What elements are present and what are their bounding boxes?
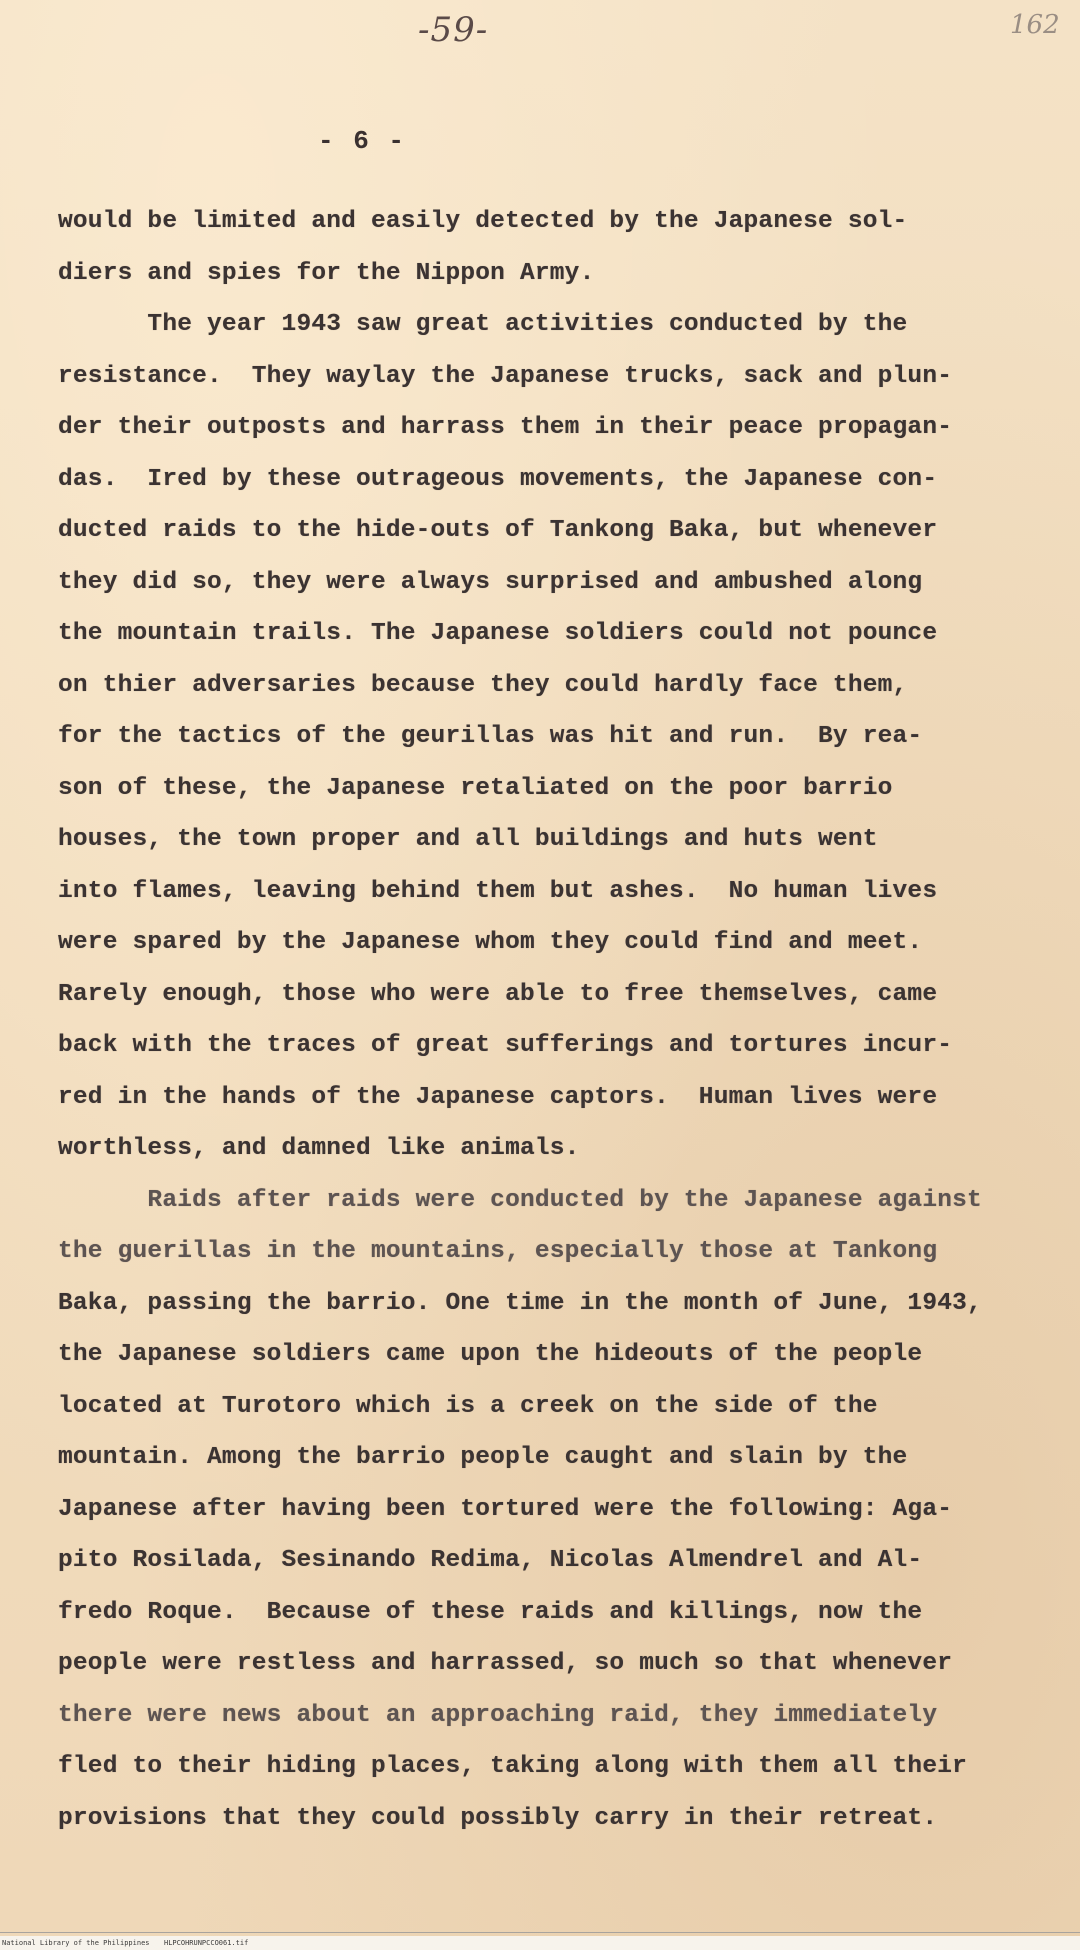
text-line: fredo Roque. Because of these raids and killings, now the: [58, 1598, 923, 1626]
text-line: der their outposts and harrass them in their peace propagan-: [58, 414, 953, 441]
text-line: they did so, they were always surprised and ambushed along: [58, 568, 923, 596]
text-line: Rarely enough, those who were able to free themselves, came: [58, 980, 938, 1008]
text-line: would be limited and easily detected by the Japanese sol-: [58, 208, 908, 235]
text-line: Baka, passing the barrio. One time in the month of June, 1943,: [58, 1289, 982, 1317]
scan-footer: [0, 1936, 1080, 1950]
text-line: resistance. They waylay the Japanese trucks, sack and plun-: [58, 362, 953, 390]
typed-page-number: - 6 -: [318, 126, 407, 156]
text-line: houses, the town proper and all buildings and huts went: [58, 826, 878, 853]
text-line: diers and spies for the Nippon Army.: [58, 259, 595, 287]
body-text: [58, 196, 1048, 1844]
text-line: son of these, the Japanese retaliated on the poor barrio: [58, 774, 893, 802]
archive-page-number: 162: [1010, 10, 1060, 40]
text-line: there were news about an approaching raid, they immediately: [58, 1701, 938, 1729]
library-credit: National Library of the Philippines: [2, 1939, 150, 1947]
text-line: for the tactics of the geurillas was hit and run. By rea-: [58, 723, 923, 750]
text-line: The year 1943 saw great activities conducted by the: [58, 311, 908, 338]
text-line: people were restless and harrassed, so much so that whenever: [58, 1650, 953, 1677]
text-line: das. Ired by these outrageous movements, the Japanese con-: [58, 465, 938, 493]
text-line: worthless, and damned like animals.: [58, 1135, 580, 1162]
scan-file-id: HLPCOHRUNPCCO061.tif: [164, 1939, 249, 1947]
text-line: were spared by the Japanese whom they could find and meet.: [58, 929, 923, 956]
text-line: back with the traces of great sufferings and tortures incur-: [58, 1032, 953, 1059]
text-line: Raids after raids were conducted by the Japanese against: [58, 1186, 982, 1214]
text-line: Japanese after having been tortured were the following: Aga-: [58, 1495, 953, 1523]
text-line: on thier adversaries because they could hardly face them,: [58, 671, 908, 699]
text-line: fled to their hiding places, taking along with them all their: [58, 1753, 968, 1780]
text-line: mountain. Among the barrio people caught and slain by the: [58, 1444, 908, 1471]
text-line: ducted raids to the hide-outs of Tankong Baka, but whenever: [58, 517, 938, 544]
text-line: the guerillas in the mountains, especially those at Tankong: [58, 1238, 938, 1265]
footer-divider: [0, 1932, 1080, 1933]
handwritten-page-number: -59-: [418, 10, 489, 50]
text-line: provisions that they could possibly carry in their retreat.: [58, 1804, 938, 1832]
text-line: the Japanese soldiers came upon the hideouts of the people: [58, 1341, 923, 1368]
text-line: red in the hands of the Japanese captors. Human lives were: [58, 1083, 938, 1111]
text-line: into flames, leaving behind them but ashes. No human lives: [58, 877, 938, 905]
text-line: located at Turotoro which is a creek on the side of the: [58, 1392, 878, 1420]
text-line: pito Rosilada, Sesinando Redima, Nicolas Almendrel and Al-: [58, 1547, 923, 1574]
text-line: the mountain trails. The Japanese soldiers could not pounce: [58, 620, 938, 647]
